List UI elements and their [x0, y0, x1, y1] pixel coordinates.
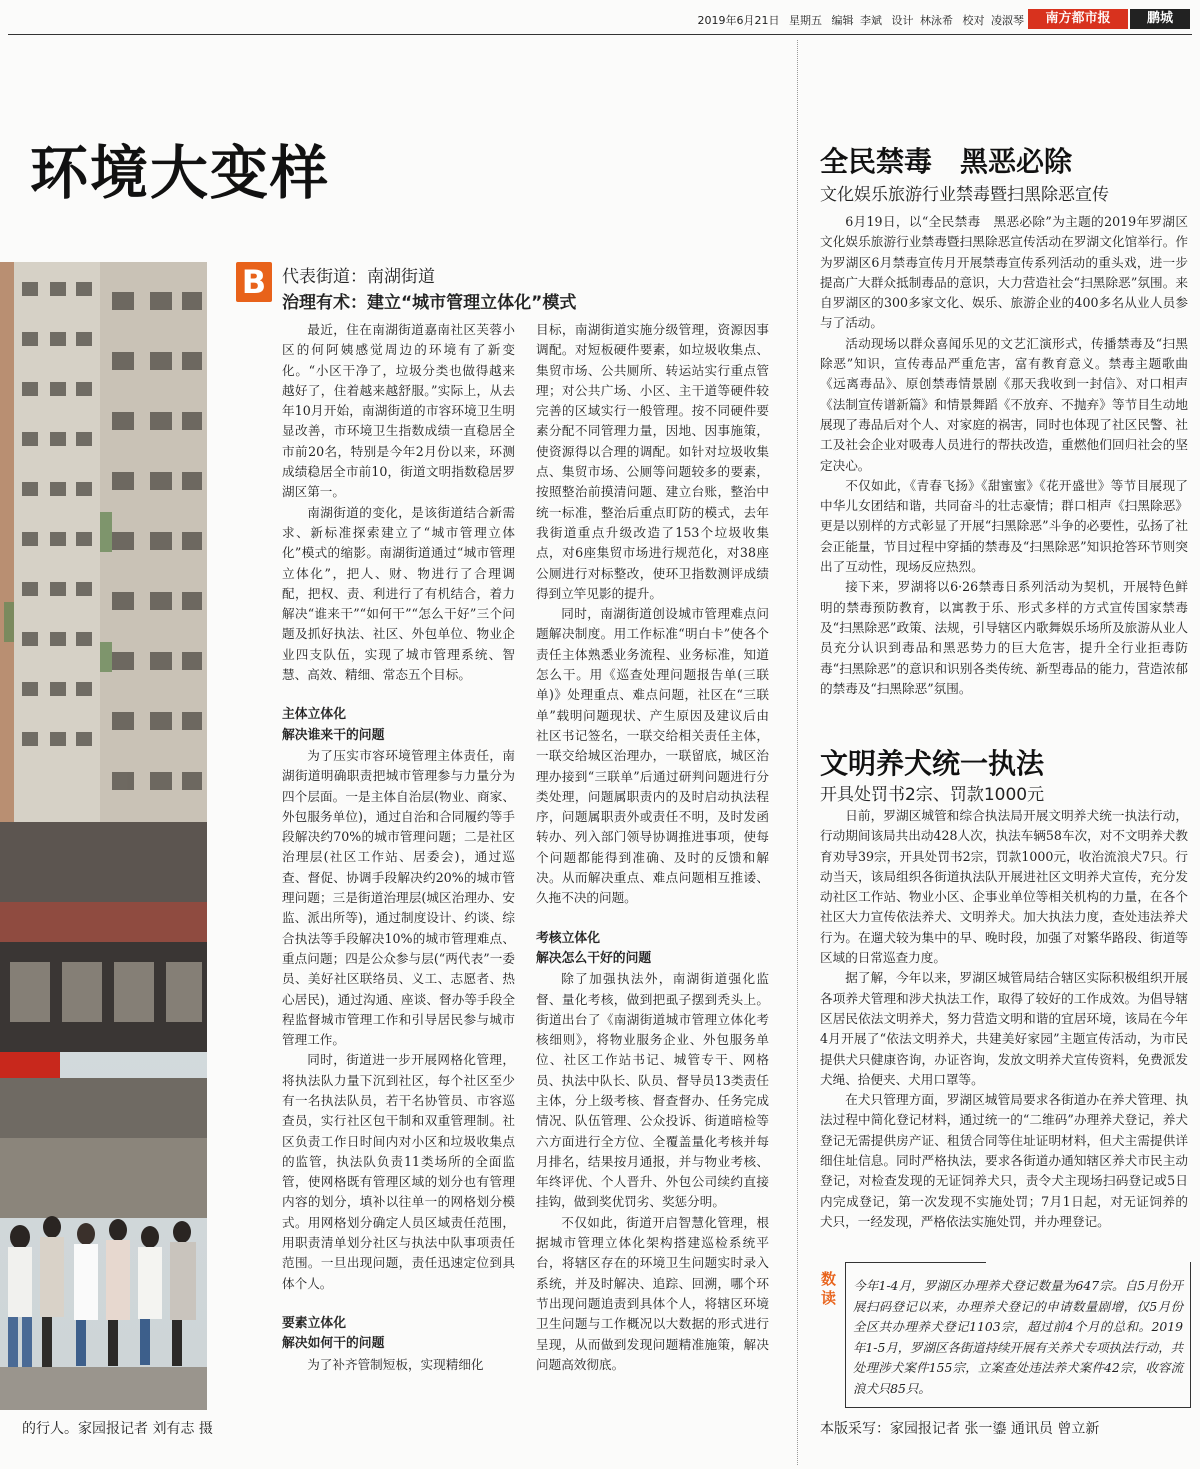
paragraph: 同时，街道进一步开展网格化管理，将执法队力量下沉到社区，每个社区至少有一名执法队员，若干名协管员、市容巡查员，实行社区包干制和双重管理制。社区负责工作日时间内对小区和垃圾收集点的监管，执法队负责11类场所的全面监管，使网格既有管理区域的划分也有管理内容的划分，填补以往单一的网格划分模式。用网格划分确定人员区域责任范围，用职责清单划分社区与执法中队事项责任范围。一旦出现问题，责任迅速定位到具体个人。 [282, 1052, 515, 1291]
paragraph: 活动现场以群众喜闻乐见的文艺汇演形式，传播禁毒及“扫黑除恶”知识，宣传毒品严重危害，富有教育意义。禁毒主题歌曲《远离毒品》、原创禁毒情景剧《那天我收到一封信》、对口相声《法制宣传谱新篇》和情景舞蹈《不放弃、不抛弃》等节目生动地展现了毒品后对个人、对家庭的祸害，同时也体现了社区民警、社工及社会企业对吸毒人员进行的帮扶改造，重燃他们回归社会的坚定决心。 [820, 335, 1188, 473]
paragraph: 同时，南湖街道创设城市管理难点问题解决制度。用工作标准“明白卡”使各个责任主体熟悉业务流程、业务标准，知道怎么干。用《巡查处理问题报告单(三联单)》处理重点、难点问题，社区在“三联单”载明问题现状、产生原因及建议后由社区书记签名，一联交给相关责任主体，一联交给城区治理办，一联留底，城区治理办接到“三联单”后通过研判问题进行分类处理，问题属职责内的及时启动执法程序，问题属职责外或责任不明，及时发函转办、列入部门领导协调推进事项，使每个问题都能得到准确、及时的反馈和解决。从而解决重点、难点问题相互推诿、久拖不决的问题。 [536, 606, 769, 906]
subheading: 解决谁来干的问题 [282, 727, 385, 743]
proofreader-name: 凌淑琴 [991, 14, 1024, 27]
article-title-anti-drug: 全民禁毒 黑恶必除 [820, 145, 1073, 178]
paragraph: 为了压实市容环境管理主体责任，南湖街道明确职责把城市管理参与力量分为四个层面。一是主体自治层(物业、商家、外包服务单位)，通过自治和合同履约等手段解决约70%的城市管理问题；二是社区治理层(社区工作站、居委会)，通过巡查、督促、协调手段解决约20%的城市管理问题；三是街道治理层(城区治理办、安监、派出所等)，通过制度设计、约谈、综合执法等手段解决10%的城市管理难点、重点问题；四是公众参与层(“两代表”一委员、美好社区联络员、义工、志愿者、热心居民)，通过沟通、座谈、督办等手段全程监督城市管理工作和引导居民参与城市管理工作。 [282, 747, 515, 1048]
paragraph: 最近，住在南湖街道嘉南社区芙蓉小区的何阿姨感觉周边的环境有了新变化。“小区干净了，垃圾分类也做得越来越好了，住着越来越舒服。”实际上，从去年10月开始，南湖街道的市容环境卫生明显改善，市环境卫生指数成绩一直稳居全市前20名，特别是今年2月份以来，环测成绩稳居全市前10，街道文明指数稳居罗湖区第一。 [282, 322, 515, 500]
column-divider [797, 40, 798, 1465]
paragraph: 除了加强执法外，南湖街道强化监督、量化考核，做到把虱子摆到秃头上。街道出台了《南湖街道城市管理立体化考核细则》，将物业服务企业、外包服务单位、社区工作站书记、城管专干、网格员、执法中队长、队员、督导员13类责任主体，分上级考核、督查督办、任务完成情况、队伍管理、公众投诉、街道暗检等六方面进行全方位、全覆盖量化考核并每月排名，结果按月通报，并与物业考核、年终评优、个人晋升、外包公司续约直接挂钩，做到奖优罚劣、奖惩分明。 [536, 971, 769, 1210]
masthead-rule [8, 34, 1192, 35]
paper-logo: 南方都市报 [1028, 9, 1128, 29]
feature-kicker-street: 代表街道：南湖街道 [282, 267, 435, 287]
subheading: 解决如何干的问题 [282, 1336, 385, 1352]
page-byline: 本版采写：家园报记者 张一鎏 通讯员 曾立新 [820, 1421, 1100, 1437]
issue-date: 2019年6月21日 [697, 14, 780, 27]
article-body-dog-law [820, 806, 1188, 1232]
feature-kicker-model: 治理有术：建立“城市管理立体化”模式 [282, 293, 577, 313]
feature-column-1 [282, 320, 515, 1375]
paragraph: 目标，南湖街道实施分级管理，资源因事调配。对短板硬件要素，如垃圾收集点、集贸市场、公共厕所、转运站实行重点管理；对公共广场、小区、主干道等硬件较完善的区域实行一般管理。按不同硬件要素分配不同管理力量，因地、因事施策，使资源得以合理的调配。如针对垃圾收集点、集贸市场、公厕等问题较多的要素，按照整治前摸清问题、建立台账，整治中统一标准，整治后重点盯防的模式，去年我街道重点升级改造了153个垃圾收集点，对6座集贸市场进行规范化，对38座公厕进行对标整改，使环卫指数测评成绩得到立竿见影的提升。 [536, 322, 769, 601]
designer-label: 设计 [891, 14, 914, 27]
paragraph: 为了补齐管制短板，实现精细化 [307, 1356, 484, 1372]
masthead [0, 0, 1200, 40]
section-logo: 鹏城 [1130, 9, 1190, 29]
editor-label: 编辑 [831, 14, 854, 27]
article-body-anti-drug [820, 212, 1188, 699]
subheading: 要素立体化 [282, 1315, 346, 1331]
article-title-dog-law: 文明养犬统一执法 [820, 747, 1045, 780]
feature-column-2 [536, 320, 769, 1375]
proofreader-label: 校对 [962, 14, 985, 27]
paragraph: 南湖街道的变化，是该街道结合新需求、新标准探索建立了“城市管理立体化”模式的缩影。南湖街道通过“城市管理立体化”，把人、财、物进行了合理调配，把权、责、利进行了有机结合，着力解决“谁来干”“如何干”“怎么干好”三个问题及抓好执法、社区、外包单位、物业企业四支队伍，实现了城市管理系统、智慧、高效、精细、常态五个目标。 [282, 504, 515, 683]
section-badge-b: B [236, 262, 272, 302]
subheading: 考核立体化 [536, 930, 600, 946]
header-meta [692, 12, 1025, 28]
paragraph: 在犬只管理方面，罗湖区城管局要求各街道办在养犬管理、执法过程中简化登记材料，通过统一的“二维码”办理养犬登记，养犬登记无需提供房产证、租赁合同等住址证明材料，但犬主需提供详细住址信息。同时严格执法，要求各街道办通知辖区养犬市民主动登记，对检查发现的无证饲养犬只，责令犬主现场扫码登记或5日内完成登记，第一次发现不实施处罚；7月1日起，对无证饲养的犬只，一经发现，严格依法实施处罚，并办理登记。 [820, 1092, 1188, 1229]
article-subtitle-anti-drug: 文化娱乐旅游行业禁毒暨扫黑除恶宣传 [820, 185, 1109, 205]
main-headline: 环境大变样 [30, 139, 331, 207]
paragraph: 不仅如此，《青春飞扬》《甜蜜蜜》《花开盛世》等节目展现了中华儿女团结和谐，共同奋斗的壮志豪情；群口相声《扫黑除恶》更是以别样的方式彰显了开展“扫黑除恶”斗争的必要性，弘扬了社会正能量，节目过程中穿插的禁毒及“扫黑除恶”知识抢答环节则突出了互动性，现场反应热烈。 [820, 477, 1188, 575]
numbers-sidebar [815, 1262, 1191, 1408]
paragraph: 6月19日，以“全民禁毒 黑恶必除”为主题的2019年罗湖区文化娱乐旅游行业禁毒暨扫黑除恶宣传活动在罗湖文化馆举行。作为罗湖区6月禁毒宣传月开展禁毒宣传系列活动的重头戏，进一步提高广大群众抵制毒品的意识，大力营造社会“扫黑除恶”氛围。来自罗湖区的300多家文化、娱乐、旅游企业的400多名从业人员参与了活动。 [820, 214, 1188, 331]
numbers-label: 数读 [821, 1270, 837, 1307]
paragraph: 不仅如此，街道开启智慧化管理，根据城市管理立体化架构搭建巡检系统平台，将辖区存在的环境卫生问题实时录入系统，并及时解决、追踪、回溯，哪个环节出现问题追责到具体个人，将辖区环境卫生问题与工作概况以大数据的形式进行呈现，从而做到发现问题精准施策，解决问题高效彻底。 [536, 1214, 769, 1372]
paragraph: 接下来，罗湖将以6·26禁毒日系列活动为契机，开展特色鲜明的禁毒预防教育，以寓教于乐、形式多样的方式宣传国家禁毒及“扫黑除恶”政策、法规，引导辖区内歌舞娱乐场所及旅游从业人员充分认识到毒品和黑恶势力的巨大危害，提升全行业拒毒防毒“扫黑除恶”的意识和识别各类传统、新型毒品的能力，营造浓郁的禁毒及“扫黑除恶”氛围。 [820, 579, 1188, 696]
article-subtitle-dog-law: 开具处罚书2宗、罚款1000元 [820, 785, 1045, 805]
photo-caption: 的行人。家园报记者 刘有志 摄 [22, 1421, 213, 1437]
paragraph: 据了解，今年以来，罗湖区城管局结合辖区实际积极组织开展各项养犬管理和涉犬执法工作，取得了较好的工作成效。为倡导辖区居民依法文明养犬，努力营造文明和谐的宜居环境，该局在今年4月开展了“依法文明养犬，共建美好家园”主题宣传活动，为市民提供犬只健康咨询，办证咨询，发放文明养犬宣传资料，免费派发犬绳、拾便夹、犬用口罩等。 [820, 970, 1188, 1087]
issue-weekday: 星期五 [789, 14, 822, 27]
subheading: 解决怎么干好的问题 [536, 950, 652, 966]
subheading: 主体立体化 [282, 707, 346, 723]
numbers-text: 今年1-4月，罗湖区办理养犬登记数量为647宗。自5月份开展扫码登记以来，办理养犬登记的申请数量剧增，仅5月份全区共办理养犬登记1103宗，超过前4个月的总和。2019年1-5月，罗湖区各街道持续开展有关养犬专项执法行动，共处理涉犬案件155宗，立案查处违法养犬案件42宗，收容流浪犬只85只。 [853, 1278, 1183, 1396]
editor-name: 李斌 [860, 14, 882, 27]
street-photo [0, 262, 207, 1410]
paragraph: 日前，罗湖区城管和综合执法局开展文明养犬统一执法行动，行动期间该局共出动428人次，执法车辆58车次，对不文明养犬教育劝导39宗，开具处罚书2宗，罚款1000元，收治流浪犬7只。行动当天，该局组织各街道执法队开展进社区文明养犬宣传，充分发动社区工作站、物业小区、企事业单位等相关机构的力量，在各个社区大力宣传依法养犬、文明养犬。加大执法力度，查处违法养犬行为。在遛犬较为集中的早、晚时段，加强了对繁华路段、街道等区域的日常巡查力度。 [820, 808, 1188, 966]
designer-name: 林泳希 [920, 14, 953, 27]
street-photo-illustration [0, 262, 207, 1410]
